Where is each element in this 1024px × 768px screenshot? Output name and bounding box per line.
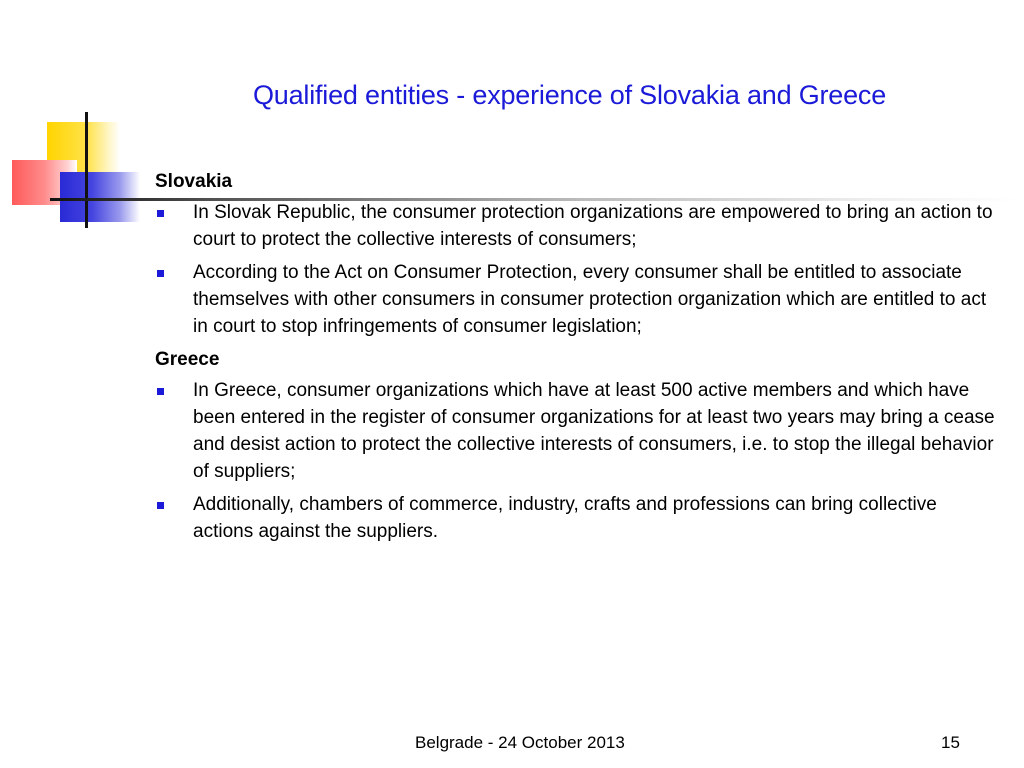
square-bullet-icon bbox=[157, 210, 164, 217]
vertical-rule bbox=[85, 112, 88, 228]
slide-title: Qualified entities - experience of Slovakia and Greece bbox=[252, 80, 887, 110]
list-item bbox=[155, 199, 995, 253]
section-slovakia bbox=[155, 168, 995, 340]
blue-square-decoration bbox=[60, 172, 140, 222]
section-heading-greece: Greece bbox=[155, 349, 220, 370]
list-item bbox=[155, 491, 995, 545]
bullet-text: According to the Act on Consumer Protection, every consumer shall be entitled to associate themselves with other consumers in consumer protection organization which are entitled to act in court to stop infringements of consumer legislation; bbox=[193, 262, 987, 337]
slide-content bbox=[155, 168, 995, 551]
footer-location-date: Belgrade - 24 October 2013 bbox=[415, 733, 625, 752]
bullet-text: In Greece, consumer organizations which have at least 500 active members and which have been entered in the register of consumer organizations for at least two years may bring a cease and desist action to protect the collective interests of consumers, i.e. to stop the illegal behavior of suppliers; bbox=[193, 380, 995, 482]
square-bullet-icon bbox=[157, 502, 164, 509]
section-greece bbox=[155, 346, 995, 545]
decorative-squares bbox=[0, 0, 160, 240]
list-item bbox=[155, 377, 995, 485]
bullet-text: In Slovak Republic, the consumer protection organizations are empowered to bring an action to court to protect the collective interests of consumers; bbox=[193, 202, 993, 250]
square-bullet-icon bbox=[157, 270, 164, 277]
page-number: 15 bbox=[941, 733, 960, 752]
bullet-list-greece bbox=[155, 377, 995, 545]
square-bullet-icon bbox=[157, 388, 164, 395]
bullet-text: Additionally, chambers of commerce, industry, crafts and professions can bring collective actions against the suppliers. bbox=[193, 494, 937, 542]
list-item bbox=[155, 259, 995, 340]
bullet-list-slovakia bbox=[155, 199, 995, 340]
section-heading-slovakia: Slovakia bbox=[155, 171, 233, 192]
